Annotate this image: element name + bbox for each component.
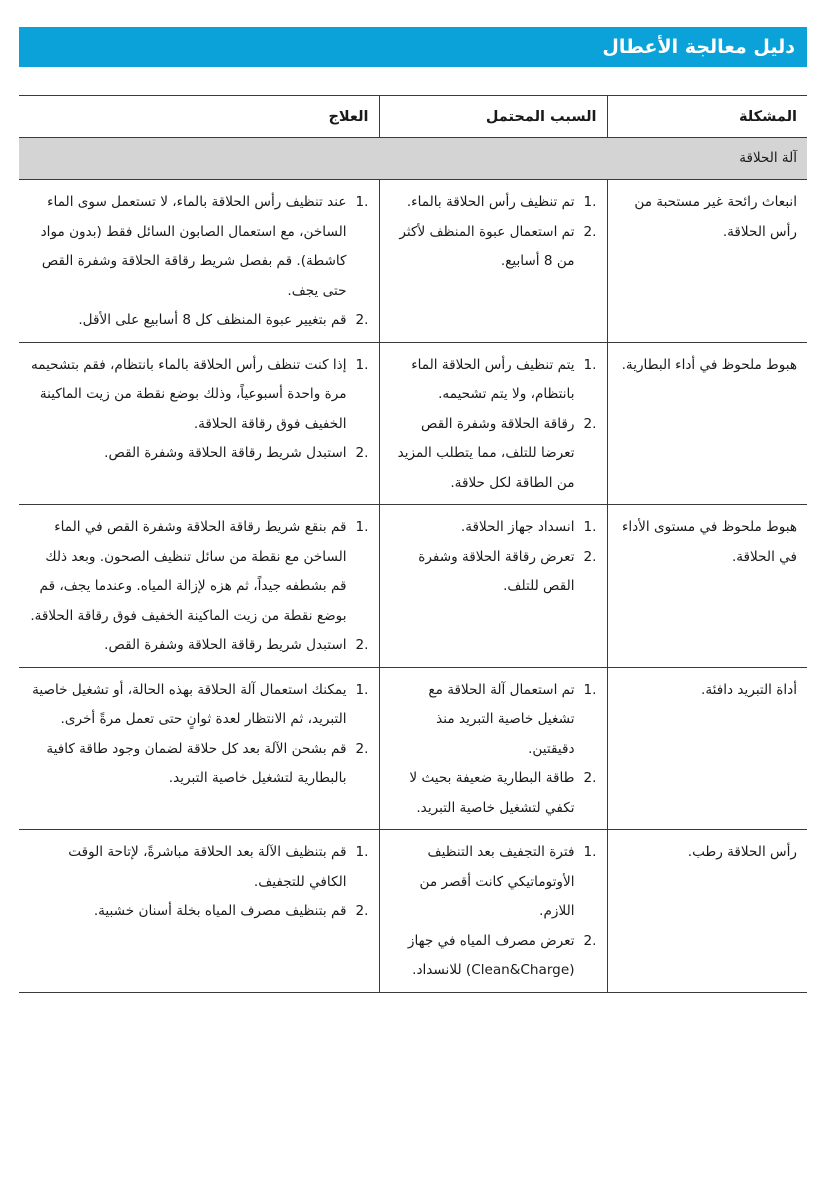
problem-cell: أداة التبريد دافئة. (607, 667, 807, 830)
cause-text: انسداد جهاز الحلاقة. (460, 519, 575, 535)
section-title: آلة الحلاقة (19, 138, 807, 180)
page-title-banner (19, 27, 807, 67)
solution-text: عند تنظيف رأس الحلاقة بالماء، لا تستعمل سوى الماء الساخن، مع استعمال الصابون السائل فقط (بدون مواد كاشطة). قم بفصل شريط رقاقة الحلاقة وشفرة القص حتى يجف. (40, 194, 347, 299)
cause-cell (379, 830, 607, 993)
list-item: .1 قم بنقع شريط رقاقة الحلاقة وشفرة القص في الماء الساخن مع نقطة من سائل تنظيف الصحون. وبعد ذلك قم بشطفه جيداً، ثم هزه لإزالة المياه. وعندما يجف، قم بوضع نقطة من زيت الماكينة الخفيف فوق رقاقة الحلاقة. (29, 513, 369, 631)
page-title: دليل معالجة الأعطال (602, 36, 795, 58)
header-cause: السبب المحتمل (379, 96, 607, 138)
list-item: .2 تم استعمال عبوة المنظف لأكثر من 8 أسابيع. (390, 218, 597, 277)
cause-text: تم تنظيف رأس الحلاقة بالماء. (406, 194, 575, 210)
list-item: .2 تعرض رقاقة الحلاقة وشفرة القص للتلف. (390, 543, 597, 602)
cause-cell (379, 342, 607, 505)
list-item: .1 قم بتنظيف الآلة بعد الحلاقة مباشرةً، لإتاحة الوقت الكافي للتجفيف. (29, 838, 369, 897)
table-row (19, 180, 807, 343)
list-item: .2 طاقة البطارية ضعيفة بحيث لا تكفي لتشغيل خاصية التبريد. (390, 764, 597, 823)
solution-cell (19, 830, 379, 993)
cause-cell (379, 505, 607, 668)
solution-text: يمكنك استعمال آلة الحلاقة بهذه الحالة، أو تشغيل خاصية التبريد، ثم الانتظار لعدة ثوانٍ حتى تعمل مرةً أخرى. (32, 681, 347, 727)
cause-cell (379, 667, 607, 830)
list-item: .2 قم بتغيير عبوة المنظف كل 8 أسابيع على الأقل. (29, 306, 369, 336)
solution-text: قم بتغيير عبوة المنظف كل 8 أسابيع على الأقل. (78, 312, 347, 328)
list-item: .2 استبدل شريط رقاقة الحلاقة وشفرة القص. (29, 631, 369, 661)
solution-text: قم بنقع شريط رقاقة الحلاقة وشفرة القص في الماء الساخن مع نقطة من سائل تنظيف الصحون. وبعد ذلك قم بشطفه جيداً، ثم هزه لإزالة المياه. وعندما يجف، قم بوضع نقطة من زيت الماكينة الخفيف فوق رقاقة الحلاقة. (30, 519, 347, 624)
list-item: .2 قم بشحن الآلة بعد كل حلاقة لضمان وجود طاقة كافية بالبطارية لتشغيل خاصية التبريد. (29, 735, 369, 794)
cause-text: طاقة البطارية ضعيفة بحيث لا تكفي لتشغيل خاصية التبريد. (409, 770, 575, 816)
solution-text: استبدل شريط رقاقة الحلاقة وشفرة القص. (104, 445, 347, 461)
cause-text: تعرض رقاقة الحلاقة وشفرة القص للتلف. (418, 548, 575, 594)
troubleshooting-table (19, 95, 807, 993)
solution-cell (19, 505, 379, 668)
table-row (19, 505, 807, 668)
section-row (19, 138, 807, 180)
header-problem: المشكلة (607, 96, 807, 138)
solution-cell (19, 342, 379, 505)
table-row (19, 342, 807, 505)
list-item: .1 تم تنظيف رأس الحلاقة بالماء. (390, 188, 597, 218)
cause-text: رقاقة الحلاقة وشفرة القص تعرضا للتلف، مما يتطلب المزيد من الطاقة لكل حلاقة. (397, 415, 575, 491)
table-header-row (19, 96, 807, 138)
list-item: .1 يتم تنظيف رأس الحلاقة الماء بانتظام، ولا يتم تشحيمه. (390, 351, 597, 410)
table-row (19, 667, 807, 830)
problem-cell: انبعاث رائحة غير مستحبة من رأس الحلاقة. (607, 180, 807, 343)
table-row (19, 830, 807, 993)
problem-cell: رأس الحلاقة رطب. (607, 830, 807, 993)
list-item: .2 تعرض مصرف المياه في جهاز (Clean&Charge) للانسداد. (390, 927, 597, 986)
solution-text: استبدل شريط رقاقة الحلاقة وشفرة القص. (104, 637, 347, 653)
list-item: .2 قم بتنظيف مصرف المياه بخلة أسنان خشبية. (29, 897, 369, 927)
cause-text: يتم تنظيف رأس الحلاقة الماء بانتظام، ولا يتم تشحيمه. (411, 356, 575, 402)
problem-cell: هبوط ملحوظ في مستوى الأداء في الحلاقة. (607, 505, 807, 668)
list-item: .1 فترة التجفيف بعد التنظيف الأوتوماتيكي كانت أقصر من اللازم. (390, 838, 597, 927)
cause-text: فترة التجفيف بعد التنظيف الأوتوماتيكي كانت أقصر من اللازم. (419, 844, 575, 919)
list-item: .1 تم استعمال آلة الحلاقة مع تشغيل خاصية التبريد منذ دقيقتين. (390, 676, 597, 765)
list-item: .2 استبدل شريط رقاقة الحلاقة وشفرة القص. (29, 439, 369, 469)
cause-text: تم استعمال آلة الحلاقة مع تشغيل خاصية التبريد منذ دقيقتين. (428, 681, 575, 757)
list-item: .2 رقاقة الحلاقة وشفرة القص تعرضا للتلف، مما يتطلب المزيد من الطاقة لكل حلاقة. (390, 410, 597, 499)
cause-text: تعرض مصرف المياه في جهاز (Clean&Charge) للانسداد. (407, 932, 575, 978)
cause-cell (379, 180, 607, 343)
solution-text: قم بشحن الآلة بعد كل حلاقة لضمان وجود طاقة كافية بالبطارية لتشغيل خاصية التبريد. (46, 740, 347, 786)
solution-text: إذا كنت تنظف رأس الحلاقة بالماء بانتظام، فقم بتشحيمه مرة واحدة أسبوعياً، وذلك بوضع نقطة من زيت الماكينة الخفيف فوق رقاقة الحلاقة. (30, 356, 347, 432)
list-item: .1 عند تنظيف رأس الحلاقة بالماء، لا تستعمل سوى الماء الساخن، مع استعمال الصابون السائل فقط (بدون مواد كاشطة). قم بفصل شريط رقاقة الحلاقة وشفرة القص حتى يجف. (29, 188, 369, 306)
solution-cell (19, 180, 379, 343)
cause-text: تم استعمال عبوة المنظف لأكثر من 8 أسابيع. (399, 223, 575, 269)
header-solution: العلاج (19, 96, 379, 138)
list-item: .1 إذا كنت تنظف رأس الحلاقة بالماء بانتظام، فقم بتشحيمه مرة واحدة أسبوعياً، وذلك بوضع نقطة من زيت الماكينة الخفيف فوق رقاقة الحلاقة. (29, 351, 369, 440)
solution-cell (19, 667, 379, 830)
solution-text: قم بتنظيف مصرف المياه بخلة أسنان خشبية. (93, 903, 347, 919)
list-item: .1 يمكنك استعمال آلة الحلاقة بهذه الحالة، أو تشغيل خاصية التبريد، ثم الانتظار لعدة ثوانٍ حتى تعمل مرةً أخرى. (29, 676, 369, 735)
problem-cell: هبوط ملحوظ في أداء البطارية. (607, 342, 807, 505)
solution-text: قم بتنظيف الآلة بعد الحلاقة مباشرةً، لإتاحة الوقت الكافي للتجفيف. (68, 844, 347, 890)
list-item: .1 انسداد جهاز الحلاقة. (390, 513, 597, 543)
